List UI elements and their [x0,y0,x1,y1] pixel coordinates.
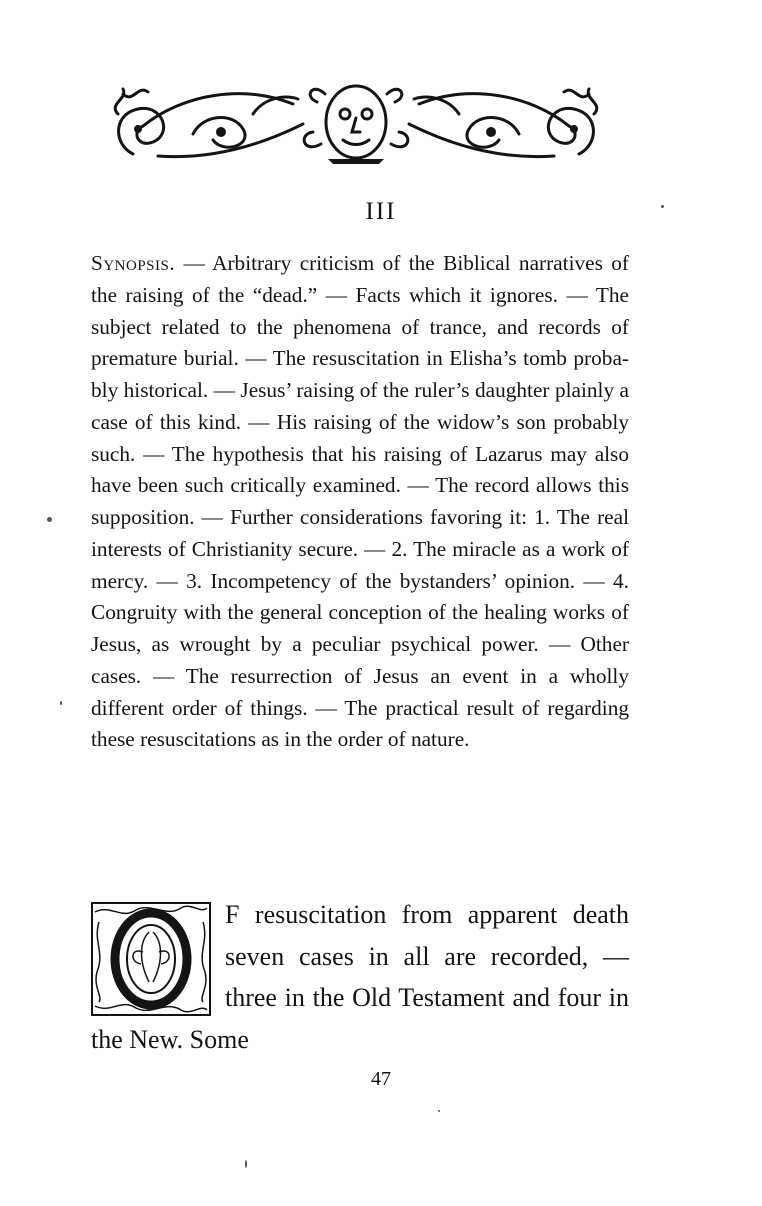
scan-speck [47,517,52,522]
ornamental-initial-o-icon [91,902,211,1016]
scan-speck [245,1160,247,1168]
synopsis [91,248,629,756]
headpiece-ornament-icon [103,74,609,170]
scan-speck [60,701,62,705]
synopsis-label: Synopsis. [91,251,176,275]
scan-speck [438,1110,440,1112]
opening-paragraph [91,894,629,1060]
page-number: 47 [371,1068,391,1090]
synopsis-text: — Arbitrary criticism of the Biblical narratives of the raising of the “dead.” — Facts which it ignores. — The subject related to the phenomena of trance, and records of premature burial. — The resuscitation in Elisha’s tomb probably historical. — Jesus’ raising of the ruler’s daughter plainly a case of this kind. — His raising of the widow’s son probably such. — The hypothesis that his raising of Lazarus may also have been such critically examined. — The record allows this supposition. — Further considerations favoring it: 1. The real interests of Christianity secure. — 2. The miracle as a work of mercy. — 3. Incompetency of the bystanders’ opinion. — 4. Congruity with the general conception of the healing works of Jesus, as wrought by a peculiar psychical power. — Other cases. — The resurrection of Jesus an event in a wholly different order of things. — The practical result of regarding these resuscitations as in the order of nature. [91,251,629,752]
chapter-number: III [365,198,397,225]
opening-text: F resuscitation from apparent death seven cases in all are recorded, — three in the Old Testament and four in the New. Some [91,900,629,1054]
initial-letter: O [150,972,152,973]
scan-speck [661,205,664,208]
